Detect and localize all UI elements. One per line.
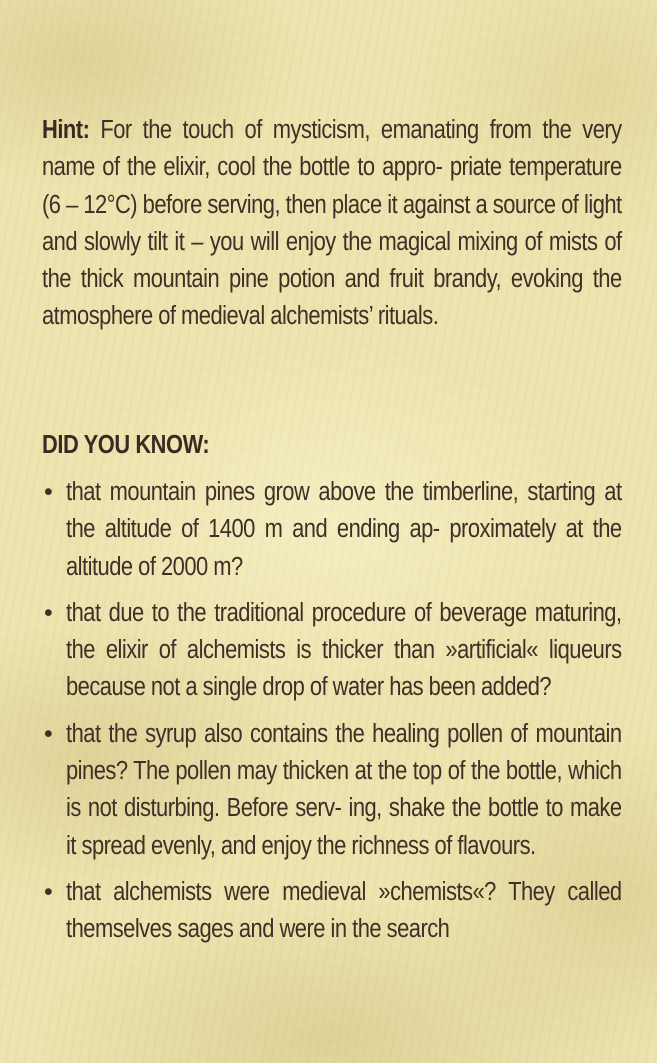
list-item bbox=[42, 716, 622, 865]
did-you-know-heading: DID YOU KNOW: bbox=[42, 429, 210, 459]
hint-text: For the touch of mysticism, emanating from the very name of the elixir, cool the bottle to appro- priate temperature (6 – 12°C) before serving, then place it against a source of light and slowly tilt it – you will enjoy the magical mixing of mists of the thick mountain pine potion and fruit brandy, evoking the atmosphere of medieval alchemists’ rituals. bbox=[42, 116, 622, 331]
bullet-icon: • bbox=[44, 478, 53, 506]
list-item bbox=[42, 595, 622, 707]
list-item-text: that mountain pines grow above the timberline, starting at the altitude of 1400 m and ending ap- proximately at the altitude of 2000 m? bbox=[66, 478, 622, 581]
did-you-know-list bbox=[42, 474, 622, 958]
hint-label: Hint: bbox=[42, 116, 90, 144]
list-item bbox=[42, 874, 622, 949]
list-item bbox=[42, 474, 622, 586]
document-page bbox=[42, 112, 622, 944]
bullet-icon: • bbox=[44, 719, 53, 748]
bullet-icon: • bbox=[44, 598, 53, 627]
hint-paragraph bbox=[42, 112, 622, 336]
list-item-text: that due to the traditional procedure of beverage maturing, the elixir of alchemists is thicker than »artificial« liqueurs because not a single drop of water has been added? bbox=[66, 598, 622, 702]
list-item-text: that alchemists were medieval »chemists«? They called themselves sages and were in the search bbox=[66, 877, 622, 944]
bullet-icon: • bbox=[44, 877, 53, 906]
list-item-text: that the syrup also contains the healing pollen of mountain pines? The pollen may thicken at the top of the bottle, which is not disturbing. Before serv- ing, shake the bottle to make it spread evenly, and enjoy the richness of flavours. bbox=[66, 719, 622, 860]
